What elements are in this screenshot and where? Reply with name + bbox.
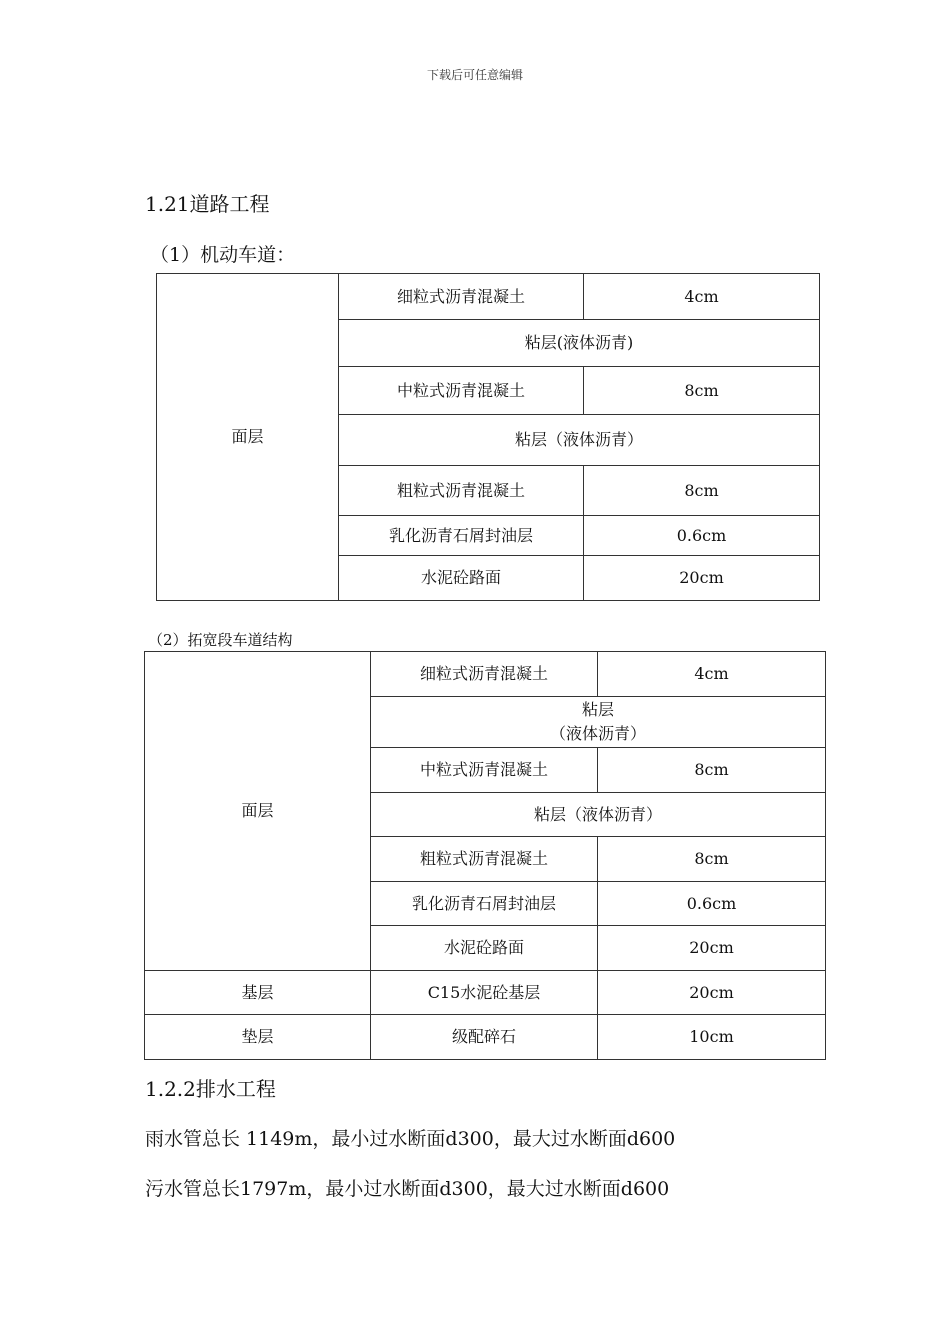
thickness-cell: 0.6cm <box>584 516 820 556</box>
subheading-motor-lane: （1）机动车道： <box>150 244 296 266</box>
material-cell: 中粒式沥青混凝土 <box>371 748 598 793</box>
caption-widened-lane: （2）拓宽段车道结构 <box>148 631 293 649</box>
thickness-cell: 20cm <box>584 556 820 601</box>
group-label-surface: 面层 <box>157 274 339 601</box>
tack-coat-line-1: 粘层 <box>581 700 614 719</box>
thickness-cell: 0.6cm <box>598 882 826 926</box>
material-cell: 粗粒式沥青混凝土 <box>339 466 584 516</box>
stormwater-pipe-line: 雨水管总长 1149m，最小过水断面d300，最大过水断面d600 <box>145 1128 676 1150</box>
thickness-cell: 20cm <box>598 926 826 971</box>
material-cell: 中粒式沥青混凝土 <box>339 367 584 415</box>
tack-coat-cell: 粘层（液体沥青） <box>371 793 826 837</box>
material-cell: 乳化沥青石屑封油层 <box>371 882 598 926</box>
thickness-cell: 10cm <box>598 1015 826 1060</box>
sewage-pipe-line: 污水管总长1797m，最小过水断面d300，最大过水断面d600 <box>145 1178 670 1200</box>
material-cell: C15水泥砼基层 <box>371 971 598 1015</box>
material-cell: 水泥砼路面 <box>339 556 584 601</box>
group-label-base: 基层 <box>145 971 371 1015</box>
thickness-cell: 8cm <box>598 837 826 882</box>
thickness-cell: 20cm <box>598 971 826 1015</box>
thickness-cell: 8cm <box>598 748 826 793</box>
section-heading-drainage: 1.2.2排水工程 <box>145 1077 276 1101</box>
thickness-cell: 4cm <box>584 274 820 320</box>
material-cell: 细粒式沥青混凝土 <box>339 274 584 320</box>
tack-coat-cell <box>371 697 826 748</box>
thickness-cell: 8cm <box>584 367 820 415</box>
motor-lane-structure-table <box>156 273 820 601</box>
thickness-cell: 4cm <box>598 652 826 697</box>
page-header: 下载后可任意编辑 <box>426 68 523 82</box>
tack-coat-line-2: （液体沥青） <box>549 724 646 743</box>
tack-coat-cell: 粘层(液体沥青) <box>339 320 820 367</box>
material-cell: 细粒式沥青混凝土 <box>371 652 598 697</box>
material-cell: 乳化沥青石屑封油层 <box>339 516 584 556</box>
material-cell: 水泥砼路面 <box>371 926 598 971</box>
material-cell: 粗粒式沥青混凝土 <box>371 837 598 882</box>
group-label-cushion: 垫层 <box>145 1015 371 1060</box>
tack-coat-cell: 粘层（液体沥青） <box>339 415 820 466</box>
widened-lane-structure-table <box>144 651 826 1060</box>
material-cell: 级配碎石 <box>371 1015 598 1060</box>
thickness-cell: 8cm <box>584 466 820 516</box>
section-heading-road: 1.21道路工程 <box>145 192 270 216</box>
group-label-surface: 面层 <box>145 652 371 971</box>
